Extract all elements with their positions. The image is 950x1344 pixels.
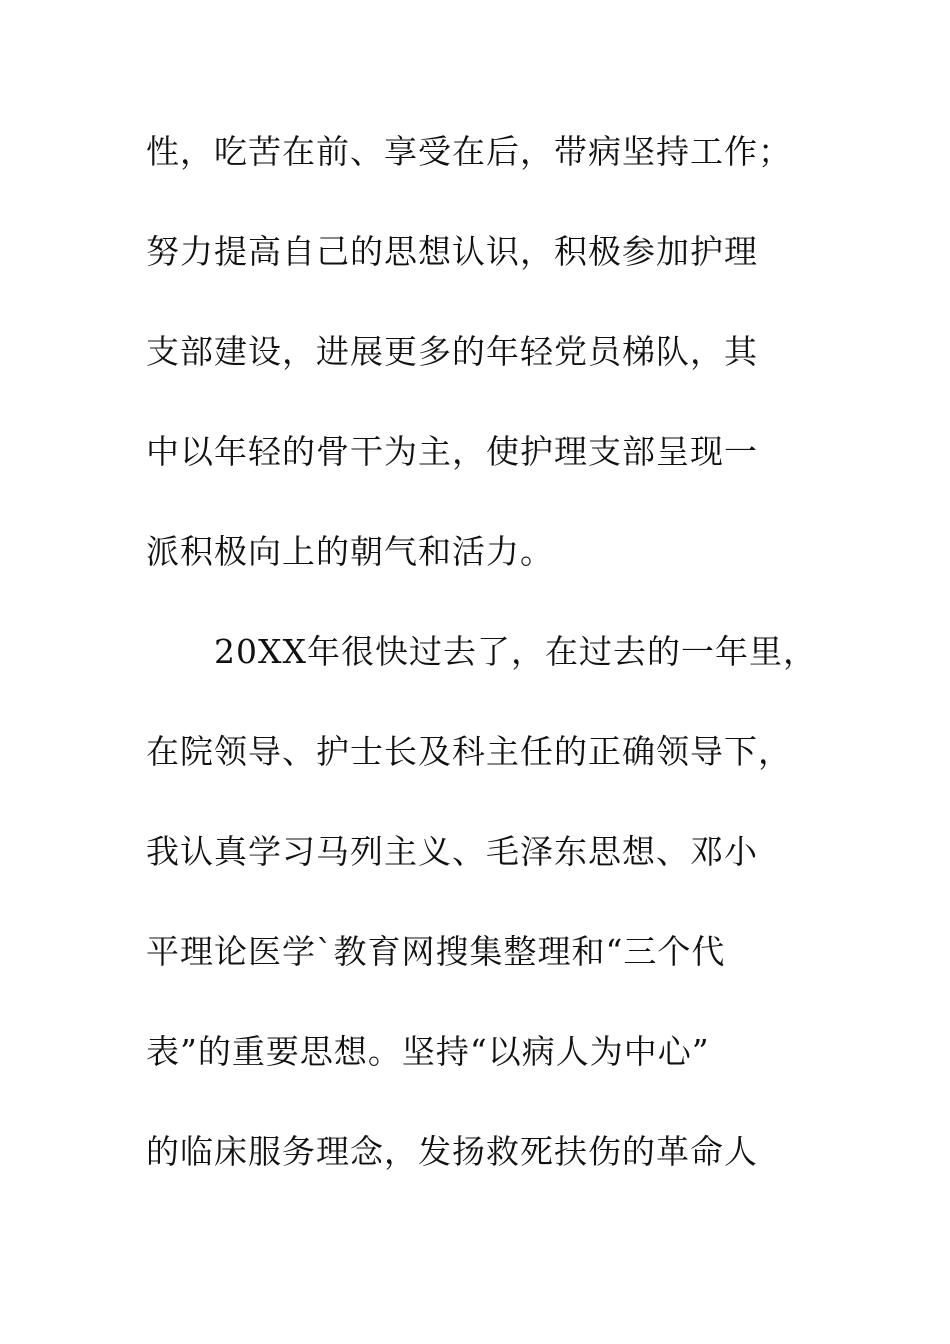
text-line: 在院领导、护士长及科主任的正确领导下， <box>146 732 792 771</box>
text-line: 的临床服务理念，发扬救死扶伤的革命人 <box>146 1132 758 1171</box>
text-line: 平理论医学`教育网搜集整理和“三个代 <box>146 932 726 971</box>
text-line: 表”的重要思想。坚持“以病人为中心” <box>146 1032 710 1071</box>
text-line: 中以年轻的骨干为主，使护理支部呈现一 <box>146 432 758 471</box>
text-line: 20XX年很快过去了，在过去的一年里， <box>146 632 817 671</box>
text-line: 派积极向上的朝气和活力。 <box>146 532 554 571</box>
text-line: 努力提高自己的思想认识，积极参加护理 <box>146 232 758 271</box>
text-line: 我认真学习马列主义、毛泽东思想、邓小 <box>146 832 758 871</box>
text-line: 支部建设，进展更多的年轻党员梯队，其 <box>146 332 758 371</box>
text-line: 性，吃苦在前、享受在后，带病坚持工作； <box>146 132 792 171</box>
